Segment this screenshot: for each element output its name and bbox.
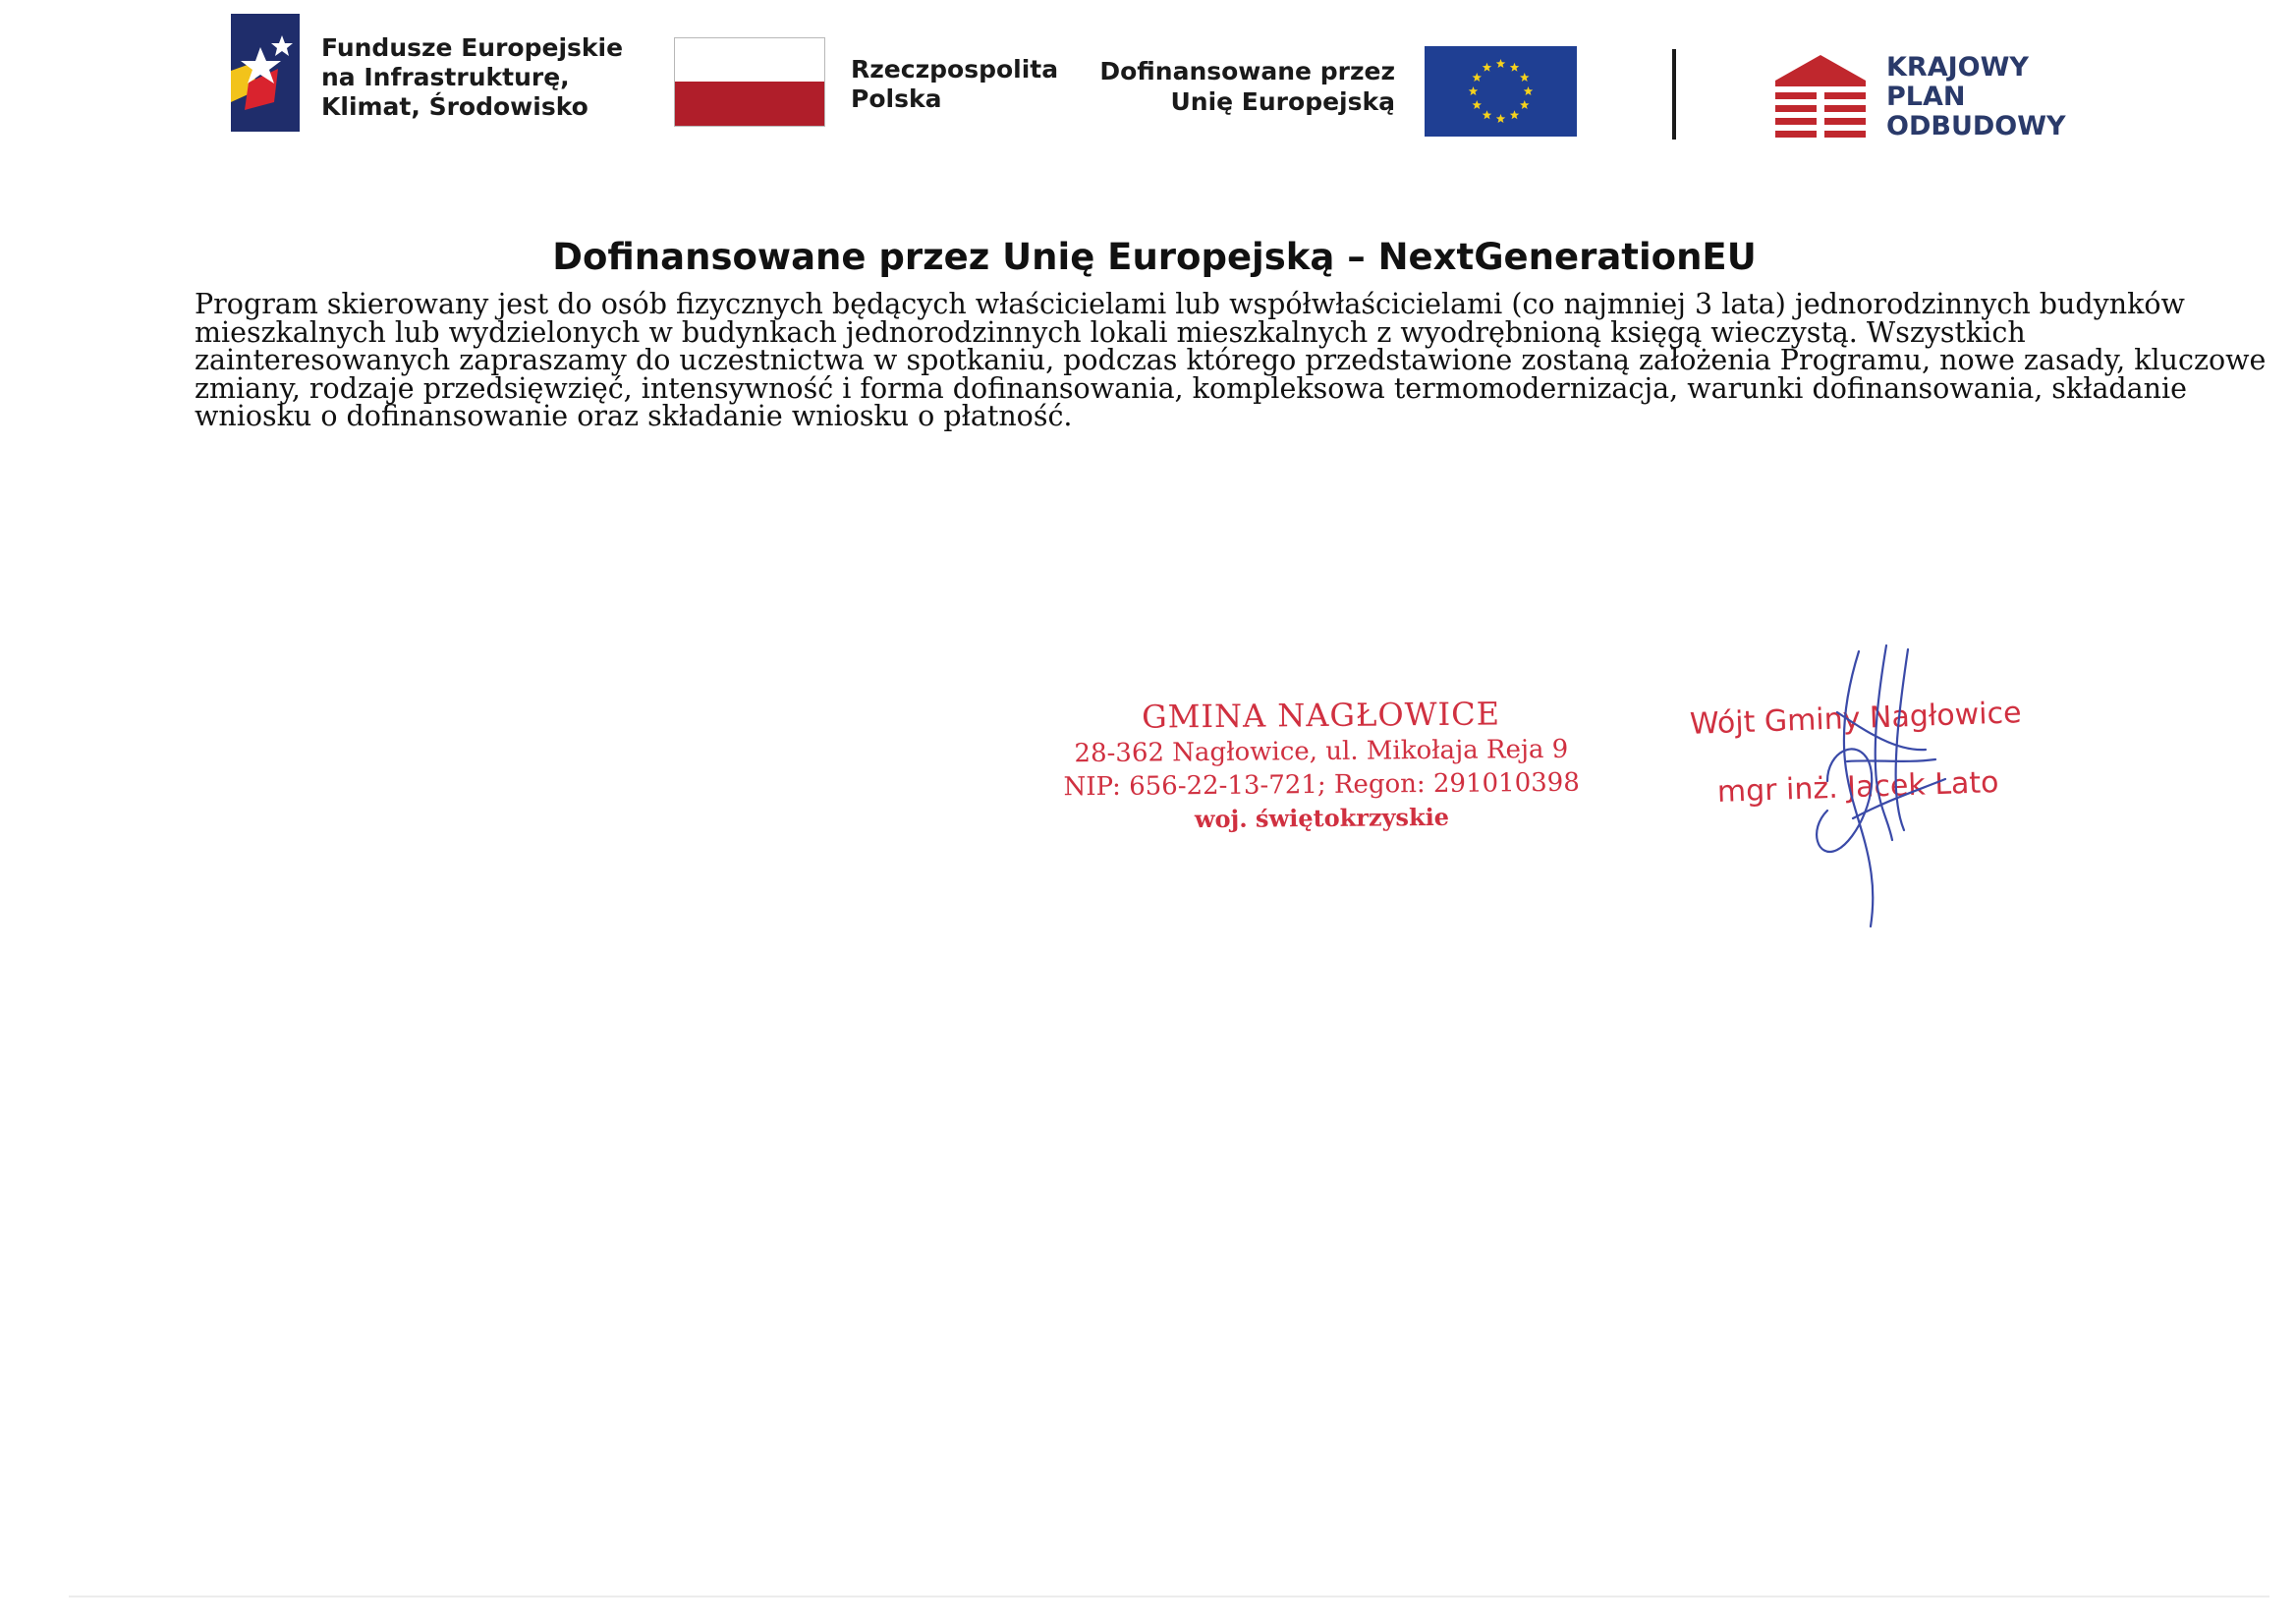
rp-logo-line-1: Rzeczpospolita — [851, 55, 1059, 84]
eu-logo-line-1: Dofinansowane przez — [1099, 57, 1395, 85]
body-line-1: Program skierowany jest do osób fizycznych będących właścicielami lub współwłaścicielami (co najmniej 3 lata) jednorodzinnych budynków — [195, 288, 2185, 320]
rp-logo-line-2: Polska — [851, 84, 942, 113]
eu-flag-icon — [1425, 46, 1577, 137]
stamp-line-1: GMINA NAGŁOWICE — [1141, 695, 1501, 736]
eu-logo-line-2: Unię Europejską — [1170, 87, 1395, 116]
municipality-stamp — [1060, 694, 1582, 838]
kpo-logo-line-1: KRAJOWY — [1886, 52, 2029, 83]
stamp-line-2: 28-362 Nagłowice, ul. Mikołaja Reja 9 — [1074, 734, 1569, 769]
stamp-line-4: woj. świętokrzyskie — [1194, 802, 1450, 834]
logo-separator — [1672, 49, 1676, 140]
mayor-stamp-line-1: Wójt Gminy Nagłowice — [1689, 696, 2023, 742]
stamp-line-3: NIP: 656-22-13-721; Regon: 291010398 — [1063, 767, 1580, 803]
handwritten-signature — [1798, 644, 1955, 928]
krajowy-plan-odbudowy-logo — [1773, 51, 2107, 144]
rzeczpospolita-polska-logo — [674, 37, 1087, 130]
fe-logo-line-2: na Infrastrukturę, — [321, 63, 570, 91]
body-text — [195, 288, 2267, 432]
fundusze-europejskie-logo — [231, 14, 644, 136]
document-title: Dofinansowane przez Unię Europejską – NextGenerationEU — [552, 236, 1757, 278]
body-line-2: mieszkalnych lub wydzielonych w budynkach jednorodzinnych lokali mieszkalnych z wyodrębnioną księgą wieczystą. Wszystkich — [195, 315, 2026, 349]
fe-logo-mark — [231, 14, 300, 132]
body-line-4: zmiany, rodzaje przedsięwzięć, intensywność i forma dofinansowania, kompleksowa termomodernizacja, warunki dofinansowania, składanie — [195, 371, 2188, 405]
fe-logo-line-1: Fundusze Europejskie — [321, 33, 624, 62]
eu-cofinanced-logo — [1099, 46, 1577, 140]
kpo-logo-line-3: ODBUDOWY — [1886, 111, 2066, 141]
body-line-3: zainteresowanych zapraszamy do uczestnictwa w spotkaniu, podczas którego przedstawione zostaną założenia Programu, nowe zasady, kluczowe — [195, 344, 2267, 376]
body-line-5: wniosku o dofinansowanie oraz składanie wniosku o płatność. — [195, 400, 1073, 432]
mayor-stamp-line-2: mgr inż. Jacek Lato — [1716, 764, 2000, 810]
scan-edge-line — [69, 1596, 2269, 1597]
kpo-logo-line-2: PLAN — [1886, 82, 1966, 112]
kpo-logo-mark — [1773, 51, 1868, 141]
polish-flag-icon — [674, 37, 825, 127]
fe-logo-line-3: Klimat, Środowisko — [321, 92, 588, 121]
